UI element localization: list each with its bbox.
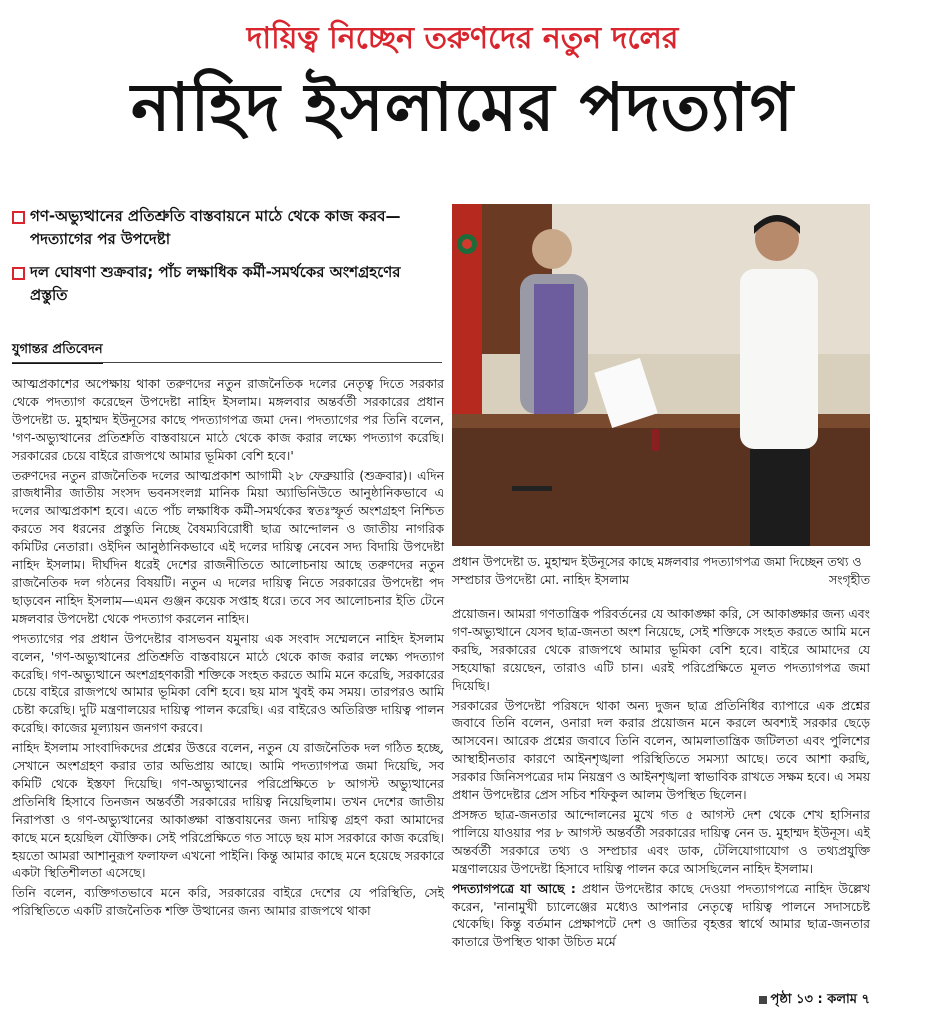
paragraph: প্রসঙ্গত ছাত্র-জনতার আন্দোলনের মুখে গত ৫ আগস্ট দেশ থেকে শেখ হাসিনার পালিয়ে যাওয়ার পর ৮ আগস্ট অন্তর্বর্তী সরকারের দায়িত্ব নেন ড. মুহাম্মদ ইউনূস। এই অন্তর্বর্তী সরকারে তথ্য ও সম্প্রচার এবং ডাক, টেলিযোগাযোগ ও তথ্যপ্রযুক্তি মন্ত্রণালয়ের উপদেষ্টা হিসাবে দায়িত্ব পালন করে আসছিলেন নাহিদ ইসলাম। [452, 806, 870, 876]
divider [12, 362, 442, 363]
headline: নাহিদ ইসলামের পদত্যাগ [131, 69, 794, 146]
article-right-column [452, 605, 870, 953]
byline: যুগান্তর প্রতিবেদন [12, 340, 103, 364]
highlight-item [12, 205, 442, 251]
highlight-text: দল ঘোষণা শুক্রবার; পাঁচ লক্ষাধিক কর্মী-সমর্থকের অংশগ্রহণের প্রস্তুতি [30, 263, 401, 304]
paragraph: তিনি বলেন, ব্যক্তিগতভাবে মনে করি, সরকারের বাইরে দেশের যে পরিস্থিতি, সেই পরিস্থিতিতে একটি রাজনৈতিক শক্তি উত্থানের জন্য আমার রাজপথে থাকা [12, 885, 444, 919]
paragraph: নাহিদ ইসলাম সাংবাদিকদের প্রশ্নের উত্তরে বলেন, নতুন যে রাজনৈতিক দল গঠিত হচ্ছে, সেখানে অংশগ্রহণ করার তার অভিপ্রায় আছে। আমি পদত্যাগপত্র জমা দিয়েছি, সব কমিটি থেকে ইস্তফা দিয়েছি। গণ-অভ্যুত্থানের পরিপ্রেক্ষিতে ৮ আগস্ট অভ্যুত্থানের প্রতিনিধি হিসাবে তিনজন অন্তর্বর্তী সরকারের দায়িত্ব নিয়েছিলাম। তখন দেশের জাতীয় নিরাপত্তা ও গণ-অভ্যুত্থানের আকাঙ্ক্ষা বাস্তবায়নের জন্য দায়িত্ব গ্রহণ করা আমাদের কাছে মনে হয়েছিল যৌক্তিক। সেই পরিপ্রেক্ষিতে গত সাড়ে ছয় মাস সরকারে কাজ করেছি। হয়তো আমরা আশানুরূপ ফলাফল এখনো পাইনি। কিন্তু আমার কাছে মনে হয়েছে সরকারে একটা স্থিতিশীলতা এসেছে। [12, 740, 444, 881]
paragraph: সরকারের উপদেষ্টা পরিষদে থাকা অন্য দুজন ছাত্র প্রতিনিধির ব্যাপারে এক প্রশ্নের জবাবে তিনি বলেন, ওনারা দল করার প্রয়োজন মনে করলে অবশ্যই সরকার ছেড়ে আসবেন। আরেক প্রশ্নের জবাবে তিনি বলেন, আমলাতান্ত্রিক জটিলতা এবং পুলিশের আস্থাহীনতার কারণে আইনশৃঙ্খলা পরিস্থিতিতে সমস্যা আছে। তবে আশা করছি, সরকার জিনিসপত্রের দাম নিয়ন্ত্রণ ও আইনশৃঙ্খলা স্বাভাবিক রাখতে সক্ষম হবে। এ সময় প্রধান উপদেষ্টার প্রেস সচিব শফিকুল আলম উপস্থিত ছিলেন। [452, 697, 870, 803]
continuation-note [759, 990, 870, 1011]
paragraph [452, 880, 870, 952]
highlight-item [12, 261, 442, 307]
resignation-text: প্রধান উপদেষ্টার কাছে দেওয়া পদত্যাগপত্রে নাহিদ উল্লেখ করেন, 'নানামুখী চ্যালেঞ্জের মধ্যেও আপনার নেতৃত্বে দায়িত্ব পালনে সদাসচেষ্ট থেকেছি। কিন্তু বর্তমান প্রেক্ষাপটে দেশ ও জাতির বৃহত্তর স্বার্থে আমার ছাত্র-জনতার কাতারে উপস্থিত থাকা উচিত মর্মে [452, 880, 870, 950]
photo-caption [452, 553, 870, 589]
paragraph: পদত্যাগের পর প্রধান উপদেষ্টার বাসভবন যমুনায় এক সংবাদ সম্মেলনে নাহিদ ইসলাম বলেন, 'গণ-অভ্যুত্থানের প্রতিশ্রুতি বাস্তবায়নে মাঠে থেকে কাজ করার লক্ষ্যে পদত্যাগ করেছি। গণ-অভ্যুত্থানে অংশগ্রহণকারী শক্তিকে সংহত করতে আমি মনে করেছি, সরকারের চেয়ে বাইরে রাজপথে আমার ভূমিকা বেশি হবে। ছয় মাস খুবই কম সময়। তারপরও আমি চেষ্টা করেছি। দুটি মন্ত্রণালয়ের দায়িত্ব পালন করেছি। এর বাইরেও অতিরিক্ত দায়িত্ব পালন করেছি। কাজের মূল্যায়ন জনগণ করবে। [12, 630, 444, 736]
bullet-square-icon [12, 267, 25, 280]
kicker: দায়িত্ব নিচ্ছেন তরুণদের নতুন দলের [246, 21, 679, 56]
photo-credit: সংগৃহীত [829, 572, 870, 587]
square-icon [759, 996, 767, 1004]
article-left-column [12, 375, 444, 922]
news-photo [452, 204, 870, 546]
highlight-text: গণ-অভ্যুত্থানের প্রতিশ্রুতি বাস্তবায়নে মাঠে থেকে কাজ করব—পদত্যাগের পর উপদেষ্টা [30, 207, 401, 248]
caption-text: প্রধান উপদেষ্টা ড. মুহাম্মদ ইউনূসের কাছে মঙ্গলবার পদত্যাগপত্র জমা দিচ্ছেন তথ্য ও সম্প্রচার উপদেষ্টা মো. নাহিদ ইসলাম [452, 554, 862, 587]
bullet-square-icon [12, 211, 25, 224]
paragraph: আত্মপ্রকাশের অপেক্ষায় থাকা তরুণদের নতুন রাজনৈতিক দলের নেতৃত্ব দিতে সরকার থেকে পদত্যাগ করেছেন উপদেষ্টা নাহিদ ইসলাম। মঙ্গলবার অন্তর্বর্তী সরকারের প্রধান উপদেষ্টা ড. মুহাম্মদ ইউনূসের কাছে পদত্যাগপত্র জমা দেন। পদত্যাগের পর তিনি বলেন, 'গণ-অভ্যুত্থানের প্রতিশ্রুতি বাস্তবায়নে মাঠে থেকে কাজ করার লক্ষ্যে পদত্যাগ করেছি। সরকারের চেয়ে বাইরে রাজপথে আমার ভূমিকা বেশি হবে।' [12, 376, 444, 463]
paragraph: প্রয়োজন। আমরা গণতান্ত্রিক পরিবর্তনের যে আকাঙ্ক্ষা করি, সে আকাঙ্ক্ষার জন্য এবং গণ-অভ্যুত্থানে যেসব ছাত্র-জনতা অংশ নিয়েছে, সেই শক্তিকে সংহত করতে আমি মনে করছি, সরকারের থেকে রাজপথে আমার ভূমিকা বেশি হবে। বাইরে আমাদের যে সহযোদ্ধা রয়েছেন, তারাও এটি চান। এরই পরিপ্রেক্ষিতে মূলত পদত্যাগপত্র জমা দিয়েছি। [452, 606, 870, 693]
resignation-subhead: পদত্যাগপত্রে যা আছে : [452, 880, 576, 896]
paragraph: তরুণদের নতুন রাজনৈতিক দলের আত্মপ্রকাশ আগামী ২৮ ফেব্রুয়ারি (শুক্রবার)। এদিন রাজধানীর জাতীয় সংসদ ভবনসংলগ্ন মানিক মিয়া অ্যাভিনিউতে আনুষ্ঠানিকভাবে এ দলের আত্মপ্রকাশ হবে। এতে পাঁচ লক্ষাধিক কর্মী-সমর্থকের স্বতঃস্ফূর্ত অংশগ্রহণ নিশ্চিত করতে সব ধরনের প্রস্তুতি নিচ্ছে বৈষম্যবিরোধী ছাত্র আন্দোলন ও জাতীয় নাগরিক কমিটির নেতারা। ওইদিন আনুষ্ঠানিকভাবে এই দলের দায়িত্ব নেবেন সদ্য বিদায়ি উপদেষ্টা নাহিদ ইসলাম। দীর্ঘদিন ধরেই দেশের রাজনীতিতে আলোচনায় আছে তরুণদের নতুন রাজনৈতিক দল গঠনের বিষয়টি। নতুন এ দলের দায়িত্ব নিতে সরকারের উপদেষ্টা পদ ছাড়বেন নাহিদ ইসলাম—এমন গুঞ্জন কয়েক সপ্তাহ ধরে। তবে সব আলোচনার ইতি টেনে মঙ্গলবার উপদেষ্টা থেকে পদত্যাগ করলেন নাহিদ। [12, 467, 444, 626]
highlights [12, 205, 442, 317]
continuation-text: পৃষ্ঠা ১৩ : কলাম ৭ [770, 992, 870, 1007]
